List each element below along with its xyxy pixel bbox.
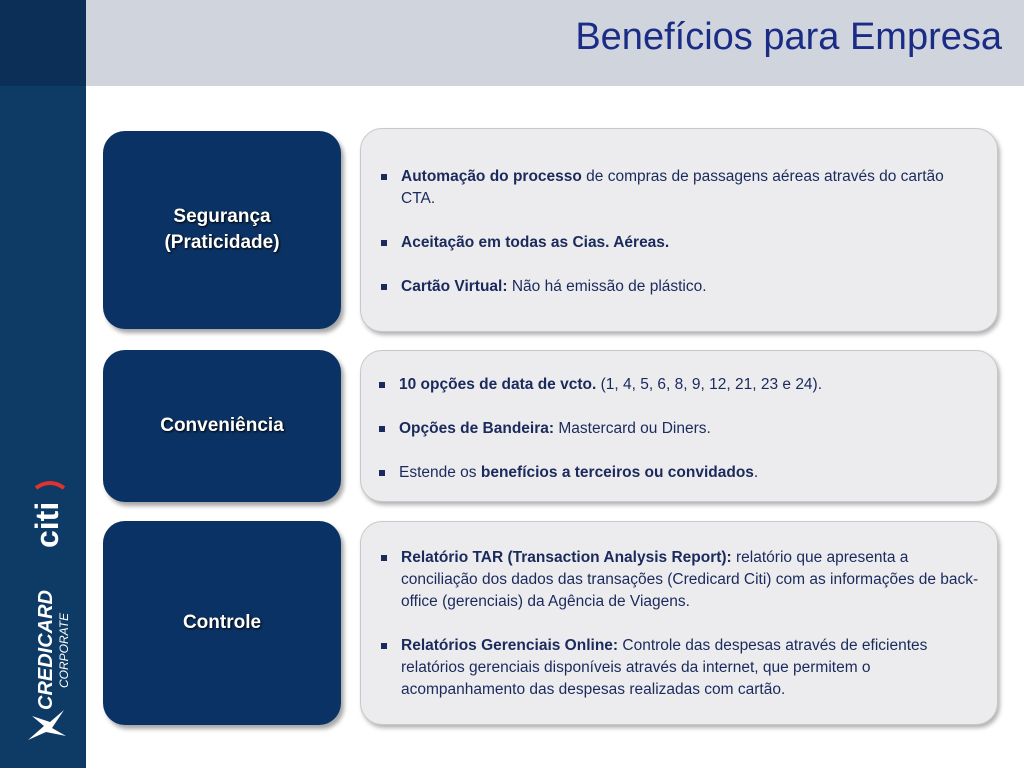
category-box-controle [103, 521, 341, 725]
bullet-list [361, 547, 997, 701]
bullet-text: Controle das despesas através de eficientes relatórios gerenciais disponíveis através da internet, que permitem o acompanhamento das despesas realizadas com cartão. [401, 637, 928, 698]
category-label: Controle [182, 612, 262, 633]
bullet-item [361, 462, 997, 484]
page-title: Benefícios para Empresa [575, 16, 1002, 58]
bullet-bold: benefícios a terceiros ou convidados [480, 464, 754, 481]
credicard-citi-logo [22, 478, 74, 748]
benefits-box-controle [360, 521, 998, 725]
category-label: Conveniência [160, 415, 284, 436]
square-bullet-icon [381, 555, 387, 561]
bullet-item [361, 232, 997, 254]
bullet-bold: Cartão Virtual: [401, 278, 508, 295]
square-bullet-icon [379, 426, 385, 432]
bullet-bold: Opções de Bandeira: [399, 420, 555, 437]
category-label-line1: Segurança [173, 206, 271, 227]
benefits-box-seguranca [360, 128, 998, 332]
category-label [164, 204, 279, 256]
bullet-list [361, 374, 997, 484]
bullet-bold: Aceitação em todas as Cias. Aéreas. [401, 234, 670, 251]
bullet-text: relatório que apresenta a conciliação dos dados das transações (Credicard Citi) com as informações de back-office (gerenciais) da Agência de Viagens. [401, 549, 979, 610]
benefits-box-conveniencia [360, 350, 998, 502]
bullet-bold: Relatório TAR (Transaction Analysis Report): [401, 549, 732, 566]
bullet-item [361, 166, 997, 210]
sidebar-top-block [0, 0, 86, 86]
header-bar [86, 0, 1024, 86]
corporate-wordmark: CORPORATE [57, 612, 71, 688]
bullet-item [361, 276, 997, 298]
bullet-item [361, 418, 997, 440]
bullet-text: de compras de passagens aéreas através do cartão CTA. [401, 168, 944, 207]
bullet-list [361, 166, 997, 298]
bullet-text: Mastercard ou Diners. [554, 420, 711, 437]
square-bullet-icon [381, 284, 387, 290]
bullet-bold: 10 opções de data de vcto. [399, 376, 597, 393]
citi-wordmark: citi [29, 501, 65, 548]
category-label-line2: (Praticidade) [164, 232, 280, 253]
bullet-item [361, 547, 997, 613]
square-bullet-icon [379, 470, 385, 476]
credicard-wordmark: CREDICARD [35, 590, 57, 710]
bullet-text-pre: Estende os [399, 464, 481, 481]
bullet-text: . [753, 464, 759, 481]
sidebar [0, 0, 86, 768]
square-bullet-icon [381, 240, 387, 246]
bullet-item [361, 374, 997, 396]
square-bullet-icon [379, 382, 385, 388]
bullet-bold: Automação do processo [401, 168, 582, 185]
bullet-bold: Relatórios Gerenciais Online: [401, 637, 619, 654]
bullet-text: (1, 4, 5, 6, 8, 9, 12, 21, 23 e 24). [596, 376, 823, 393]
category-box-conveniencia [103, 350, 341, 502]
square-bullet-icon [381, 643, 387, 649]
bullet-text: Não há emissão de plástico. [507, 278, 707, 295]
bullet-item [361, 635, 997, 701]
square-bullet-icon [381, 174, 387, 180]
category-box-seguranca [103, 131, 341, 329]
